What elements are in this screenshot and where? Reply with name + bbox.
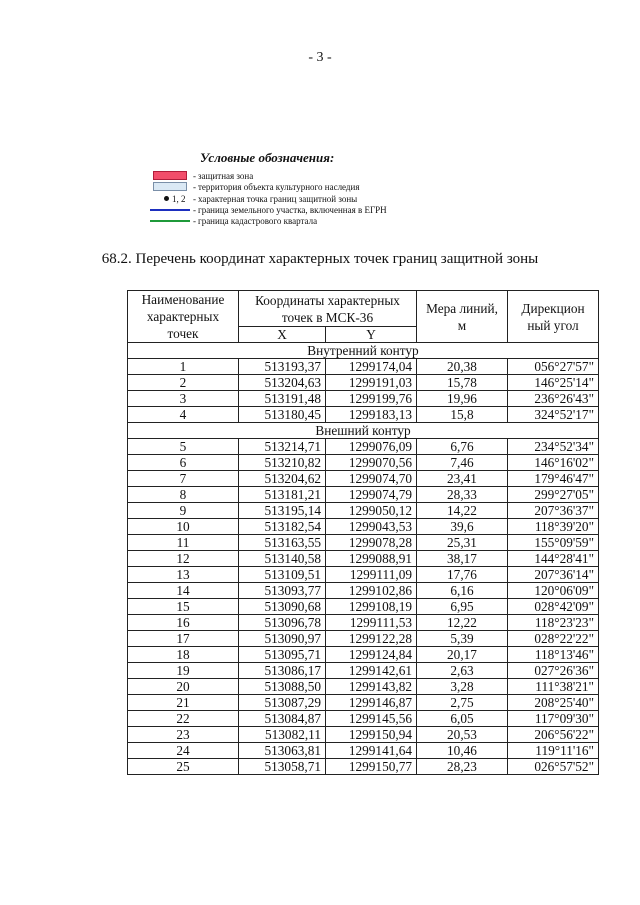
table-row (128, 391, 599, 407)
table-cell: 1299043,53 (326, 519, 417, 535)
table-cell: 513140,58 (239, 551, 326, 567)
table-cell: 179°46'47" (508, 471, 599, 487)
table-cell: 6,95 (417, 599, 508, 615)
header-coordinates: Координаты характерных точек в МСК-36 (239, 291, 417, 327)
table-cell: 1299088,91 (326, 551, 417, 567)
table-cell: 3,28 (417, 679, 508, 695)
parcel-line-swatch (150, 209, 190, 211)
table-cell: 207°36'37" (508, 503, 599, 519)
table-row (128, 439, 599, 455)
table-cell: 299°27'05" (508, 487, 599, 503)
table-row (128, 599, 599, 615)
table-cell: 118°13'46" (508, 647, 599, 663)
table-cell: 6,16 (417, 583, 508, 599)
coordinates-table (127, 290, 599, 775)
table-cell: 513180,45 (239, 407, 326, 423)
table-row (128, 375, 599, 391)
table-row (128, 471, 599, 487)
table-cell: 1299141,64 (326, 743, 417, 759)
table-cell: 1299076,09 (326, 439, 417, 455)
table-cell: 17 (128, 631, 239, 647)
table-cell: 146°25'14" (508, 375, 599, 391)
table-cell: 513163,55 (239, 535, 326, 551)
table-cell: 513088,50 (239, 679, 326, 695)
table-cell: 1299150,94 (326, 727, 417, 743)
table-cell: 1299150,77 (326, 759, 417, 775)
table-cell: 324°52'17" (508, 407, 599, 423)
table-cell: 14,22 (417, 503, 508, 519)
table-cell: 144°28'41" (508, 551, 599, 567)
table-cell: 513095,71 (239, 647, 326, 663)
table-cell: 16 (128, 615, 239, 631)
table-row (128, 727, 599, 743)
table-row (128, 647, 599, 663)
table-cell: 027°26'36" (508, 663, 599, 679)
table-cell: 17,76 (417, 567, 508, 583)
table-cell: 1299074,70 (326, 471, 417, 487)
header-direction: Дирекцион ный угол (508, 291, 599, 343)
table-cell: 15 (128, 599, 239, 615)
table-cell: 513214,71 (239, 439, 326, 455)
table-row (128, 695, 599, 711)
table-cell: 10,46 (417, 743, 508, 759)
table-cell: 2 (128, 375, 239, 391)
table-cell: 1299174,04 (326, 359, 417, 375)
table-cell: 12,22 (417, 615, 508, 631)
table-row (128, 455, 599, 471)
table-row (128, 743, 599, 759)
table-cell: 234°52'34" (508, 439, 599, 455)
table-cell: 026°57'52" (508, 759, 599, 775)
table-cell: 513082,11 (239, 727, 326, 743)
header-x: X (239, 327, 326, 343)
table-cell: 208°25'40" (508, 695, 599, 711)
table-row (128, 503, 599, 519)
table-cell: 236°26'43" (508, 391, 599, 407)
table-row (128, 519, 599, 535)
legend-label: характерная точка границ защитной зоны (198, 194, 358, 204)
table-cell: 1299111,09 (326, 567, 417, 583)
table-cell: 22 (128, 711, 239, 727)
table-cell: 513109,51 (239, 567, 326, 583)
table-cell: 028°42'09" (508, 599, 599, 615)
page-number: - 3 - (308, 50, 332, 65)
table-cell: 513182,54 (239, 519, 326, 535)
table-row (128, 631, 599, 647)
table-cell: 513193,37 (239, 359, 326, 375)
table-cell: 056°27'57" (508, 359, 599, 375)
table-body (128, 343, 599, 775)
protect-zone-swatch (153, 171, 187, 180)
table-cell: 18 (128, 647, 239, 663)
table-cell: 2,63 (417, 663, 508, 679)
table-cell: 120°06'09" (508, 583, 599, 599)
table-cell: 1299191,03 (326, 375, 417, 391)
legend-title: Условные обозначения: (200, 150, 335, 165)
section-title: 68.2. Перечень координат характерных точек границ защитной зоны (101, 251, 539, 267)
table-cell: 24 (128, 743, 239, 759)
table-cell: 14 (128, 583, 239, 599)
table-cell: 111°38'21" (508, 679, 599, 695)
table-cell: 4 (128, 407, 239, 423)
table-cell: 15,78 (417, 375, 508, 391)
table-cell: 6 (128, 455, 239, 471)
table-cell: 12 (128, 551, 239, 567)
table-row (128, 359, 599, 375)
table-row (128, 487, 599, 503)
table-row (128, 679, 599, 695)
table-cell: 513195,14 (239, 503, 326, 519)
table-cell: 1299074,79 (326, 487, 417, 503)
table-cell: 146°16'02" (508, 455, 599, 471)
table-cell: 155°09'59" (508, 535, 599, 551)
table-cell: 9 (128, 503, 239, 519)
table-cell: 513090,68 (239, 599, 326, 615)
table-cell: 513210,82 (239, 455, 326, 471)
table-cell: 513096,78 (239, 615, 326, 631)
table-cell: 117°09'30" (508, 711, 599, 727)
table-cell: 28,23 (417, 759, 508, 775)
table-cell: 7 (128, 471, 239, 487)
table-cell: 21 (128, 695, 239, 711)
table-cell: 1299146,87 (326, 695, 417, 711)
table-cell: 13 (128, 567, 239, 583)
quarter-line-swatch (150, 220, 190, 222)
table-cell: 513058,71 (239, 759, 326, 775)
table-row (128, 711, 599, 727)
point-dot-icon (164, 196, 169, 201)
table-cell: 513204,62 (239, 471, 326, 487)
table-cell: 7,46 (417, 455, 508, 471)
heritage-swatch (153, 182, 187, 191)
table-cell: 20,53 (417, 727, 508, 743)
table-row (128, 551, 599, 567)
table-cell: 1299199,76 (326, 391, 417, 407)
table-cell: 1299111,53 (326, 615, 417, 631)
table-cell: 19 (128, 663, 239, 679)
table-cell: 8 (128, 487, 239, 503)
table-cell: 6,05 (417, 711, 508, 727)
table-cell: 118°39'20" (508, 519, 599, 535)
table-cell: 10 (128, 519, 239, 535)
table-cell: 20 (128, 679, 239, 695)
table-row (128, 407, 599, 423)
table-row (128, 567, 599, 583)
table-cell: 513093,77 (239, 583, 326, 599)
table-cell: 5,39 (417, 631, 508, 647)
table-cell: 1299078,28 (326, 535, 417, 551)
table-cell: 28,33 (417, 487, 508, 503)
table-cell: 513084,87 (239, 711, 326, 727)
table-cell: 20,17 (417, 647, 508, 663)
header-y: Y (326, 327, 417, 343)
table-cell: 2,75 (417, 695, 508, 711)
table-cell: 1299142,61 (326, 663, 417, 679)
table-cell: 513204,63 (239, 375, 326, 391)
table-cell: 3 (128, 391, 239, 407)
header-length: Мера линий, м (417, 291, 508, 343)
table-cell: 38,17 (417, 551, 508, 567)
table-row (128, 535, 599, 551)
table-cell: 23 (128, 727, 239, 743)
contour-title: Внутренний контур (128, 343, 599, 359)
table-cell: 23,41 (417, 471, 508, 487)
table-row (128, 583, 599, 599)
table-cell: 1299070,56 (326, 455, 417, 471)
table-cell: 207°36'14" (508, 567, 599, 583)
table-cell: 1299124,84 (326, 647, 417, 663)
outer-contour-header (128, 423, 599, 439)
table-cell: 25,31 (417, 535, 508, 551)
point-dot-label: 1, 2 (172, 194, 186, 204)
table-cell: 513191,48 (239, 391, 326, 407)
table-cell: 6,76 (417, 439, 508, 455)
header-point-name: Наименование характерных точек (128, 291, 239, 343)
table-cell: 19,96 (417, 391, 508, 407)
contour-title: Внешний контур (128, 423, 599, 439)
table-cell: 1299108,19 (326, 599, 417, 615)
table-cell: 513181,21 (239, 487, 326, 503)
table-cell: 118°23'23" (508, 615, 599, 631)
legend-label: территория объекта культурного наследия (198, 182, 360, 192)
table-cell: 5 (128, 439, 239, 455)
legend-label: граница кадастрового квартала (198, 216, 318, 226)
legend-label: защитная зона (198, 171, 254, 181)
table-cell: 513090,97 (239, 631, 326, 647)
table-cell: 1299145,56 (326, 711, 417, 727)
table-row (128, 759, 599, 775)
table-cell: 25 (128, 759, 239, 775)
table-cell: 513087,29 (239, 695, 326, 711)
legend-label: граница земельного участка, включенная в ЕГРН (198, 205, 387, 215)
table-cell: 39,6 (417, 519, 508, 535)
table-cell: 1299183,13 (326, 407, 417, 423)
table-cell: 1299122,28 (326, 631, 417, 647)
table-cell: 11 (128, 535, 239, 551)
table-cell: 513086,17 (239, 663, 326, 679)
table-row (128, 615, 599, 631)
table-cell: 1 (128, 359, 239, 375)
table-cell: 206°56'22" (508, 727, 599, 743)
table-cell: 119°11'16" (508, 743, 599, 759)
table-cell: 1299050,12 (326, 503, 417, 519)
inner-contour-header (128, 343, 599, 359)
table-cell: 513063,81 (239, 743, 326, 759)
table-cell: 028°22'22" (508, 631, 599, 647)
table-cell: 20,38 (417, 359, 508, 375)
table-row (128, 663, 599, 679)
table-cell: 1299143,82 (326, 679, 417, 695)
table-cell: 1299102,86 (326, 583, 417, 599)
table-cell: 15,8 (417, 407, 508, 423)
